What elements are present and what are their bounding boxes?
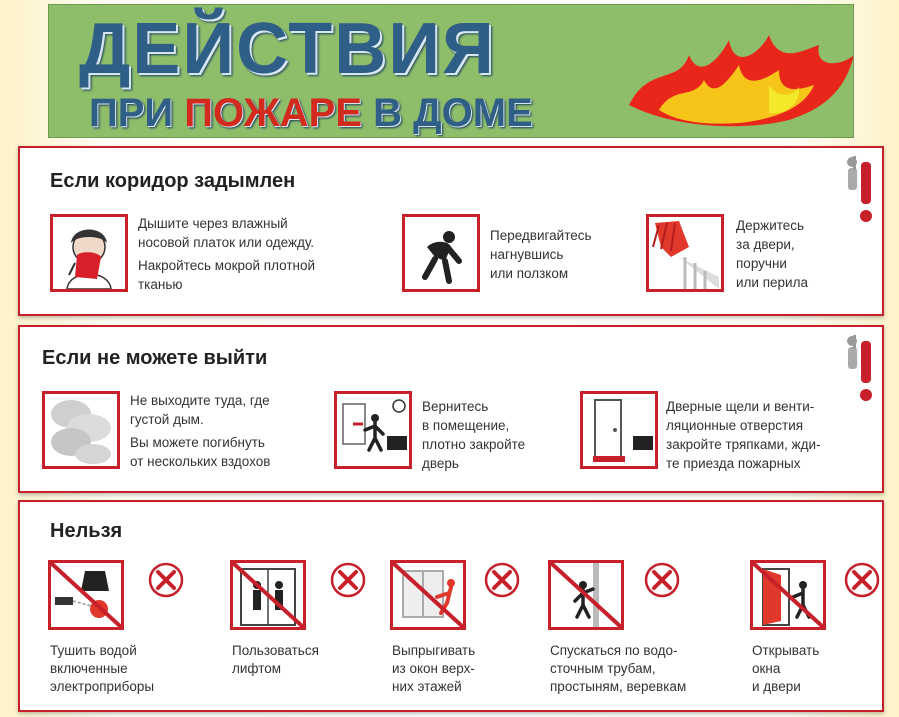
prohibited-x-icon bbox=[484, 562, 520, 598]
warning-person-icon bbox=[844, 154, 874, 226]
section-title: Если не можете выйти bbox=[42, 347, 268, 369]
forbidden-item-2-text: Пользоваться лифтом bbox=[232, 643, 319, 676]
wet-cloth-icon bbox=[50, 214, 128, 292]
corridor-smoke-panel bbox=[18, 146, 884, 316]
forbidden-item-4-text: Спускаться по водо- сточным трубам, простыням, веревкам bbox=[550, 643, 687, 694]
forbidden-item-1-text: Тушить водой включенные электроприборы bbox=[50, 643, 155, 694]
hand-on-railing-icon bbox=[646, 214, 724, 292]
sealed-door-icon bbox=[580, 391, 658, 469]
corridor-item-1-text: Дышите через влажный носовой платок или одежду. Накройтесь мокрой плотной тканью bbox=[138, 216, 316, 292]
cannot-exit-item-1-text: Не выходите туда, где густой дым. Вы можете погибнуть от нескольких вздохов bbox=[130, 393, 271, 469]
forbidden-item-3-text: Выпрыгивать из окон верх- них этажей bbox=[392, 643, 476, 694]
elevator-icon bbox=[230, 560, 306, 630]
cannot-exit-item-2-text: Вернитесь в помещение, плотно закройте дверь bbox=[422, 399, 526, 471]
prohibited-x-icon bbox=[148, 562, 184, 598]
prohibited-x-icon bbox=[644, 562, 680, 598]
window-jump-icon bbox=[390, 560, 466, 630]
prohibited-x-icon bbox=[844, 562, 880, 598]
water-on-electrics-icon bbox=[48, 560, 124, 630]
corridor-item-2-text: Передвигайтесь нагнувшись или ползком bbox=[490, 228, 592, 281]
cannot-exit-item-3-text: Дверные щели и венти- ляционные отверстия закройте тряпками, жди- те приезда пожарных bbox=[666, 399, 821, 471]
return-to-room-icon bbox=[334, 391, 412, 469]
title-banner bbox=[48, 4, 854, 138]
section-title: Если коридор задымлен bbox=[50, 170, 296, 192]
smoke-icon bbox=[42, 391, 120, 469]
crouching-person-icon bbox=[402, 214, 480, 292]
banner-title-line1: ДЕЙСТВИЯ bbox=[79, 9, 496, 89]
forbidden-item-5-text: Открывать окна и двери bbox=[752, 643, 820, 694]
banner-title-line2: ПРИ ПОЖАРЕ В ДОМЕ bbox=[89, 91, 533, 135]
fire-icon bbox=[619, 25, 854, 135]
prohibited-x-icon bbox=[330, 562, 366, 598]
warning-person-icon bbox=[844, 333, 874, 405]
corridor-item-3-text: Держитесь за двери, поручни или перила bbox=[736, 218, 808, 290]
section-title: Нельзя bbox=[50, 520, 123, 542]
cannot-exit-panel bbox=[18, 325, 884, 493]
drainpipe-icon bbox=[548, 560, 624, 630]
forbidden-panel bbox=[18, 500, 884, 712]
open-door-icon bbox=[750, 560, 826, 630]
